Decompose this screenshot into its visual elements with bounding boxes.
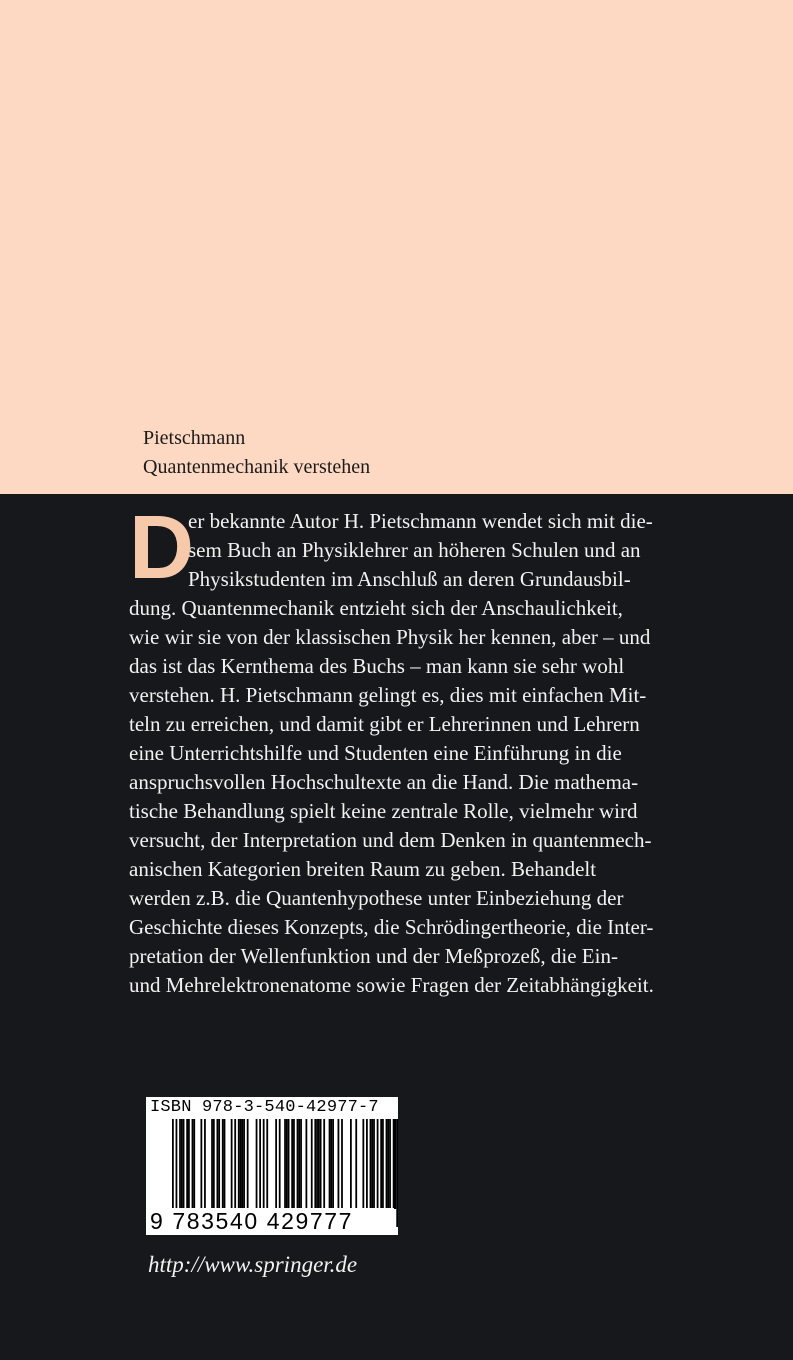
barcode-bar xyxy=(293,1119,295,1209)
title-block xyxy=(143,424,370,482)
barcode-bar xyxy=(238,1119,240,1209)
blurb-line: wie wir sie von der klassischen Physik her kennen, aber – und xyxy=(129,625,651,649)
barcode-bar xyxy=(218,1119,220,1209)
blurb-line: dung. Quantenmechanik entzieht sich der Anschaulichkeit, xyxy=(129,596,623,620)
barcode-bar xyxy=(200,1119,202,1209)
barcode-bar xyxy=(217,1119,219,1209)
blurb-line: Geschichte dieses Konzepts, die Schrödingertheorie, die Inter- xyxy=(129,915,654,939)
barcode-bar xyxy=(213,1119,215,1209)
blurb-line: versucht, der Interpretation und dem Denken in quantenmech- xyxy=(129,828,652,852)
barcode-bar xyxy=(192,1119,194,1209)
blurb-line: anspruchsvollen Hochschultexte an die Hand. Die mathema- xyxy=(129,770,639,794)
barcode-bar xyxy=(306,1119,308,1209)
barcode-bar xyxy=(298,1119,300,1209)
blurb-line: sem Buch an Physiklehrer an höheren Schulen und an xyxy=(188,538,641,562)
barcode-bar xyxy=(316,1119,318,1209)
blurb-line: tische Behandlung spielt keine zentrale Rolle, vielmehr wird xyxy=(129,799,638,823)
barcode-bar xyxy=(314,1119,316,1209)
barcode-bar xyxy=(179,1119,181,1209)
barcode-bar xyxy=(181,1119,183,1209)
blurb-line: pretation der Wellenfunktion und der Meßprozeß, die Ein- xyxy=(129,944,618,968)
barcode-bar xyxy=(224,1119,226,1209)
barcode-bar xyxy=(341,1119,343,1209)
blurb-line: er bekannte Autor H. Pietschmann wendet sich mit die- xyxy=(188,509,653,533)
barcode-bar xyxy=(377,1119,379,1209)
barcode-bar xyxy=(370,1119,372,1209)
barcode-bar xyxy=(323,1119,325,1209)
barcode-bar xyxy=(291,1119,293,1209)
barcode-bar xyxy=(275,1119,277,1209)
barcode-bar xyxy=(380,1119,382,1209)
blurb-line: teln zu erreichen, und damit gibt er Lehrerinnen und Lehrern xyxy=(129,712,640,736)
barcode-bar xyxy=(366,1119,368,1209)
barcode-bar xyxy=(211,1119,213,1209)
barcode-bar xyxy=(330,1119,332,1209)
barcode-bar xyxy=(241,1119,243,1209)
blurb-line: anischen Kategorien breiten Raum zu geben. Behandelt xyxy=(129,857,597,881)
publisher-url: http://www.springer.de xyxy=(148,1252,358,1277)
barcode-bar xyxy=(300,1119,302,1209)
barcode-bar xyxy=(332,1119,334,1209)
barcode-bar xyxy=(186,1119,188,1209)
blurb-line: eine Unterrichtshilfe und Studenten eine Einführung in die xyxy=(129,741,622,765)
barcode-bar xyxy=(389,1119,391,1209)
barcode-bar xyxy=(284,1119,286,1209)
barcode-bar xyxy=(371,1119,373,1209)
barcode-bar xyxy=(387,1119,389,1209)
barcode-bar xyxy=(286,1119,288,1209)
barcode-bar xyxy=(243,1119,245,1209)
blurb-line: werden z.B. die Quantenhypothese unter Einbeziehung der xyxy=(129,886,624,910)
isbn-label: ISBN 978-3-540-42977-7 xyxy=(150,1098,379,1117)
barcode-bar xyxy=(395,1119,397,1209)
barcode-bar xyxy=(373,1119,375,1209)
barcode-bar xyxy=(355,1119,357,1209)
barcode-bar xyxy=(350,1119,352,1209)
blurb-line: das ist das Kernthema des Buchs – man kann sie sehr wohl xyxy=(129,654,625,678)
drop-cap: D xyxy=(129,498,194,598)
barcode-bar xyxy=(234,1119,236,1209)
barcode-bar xyxy=(338,1119,340,1209)
barcode-bar xyxy=(263,1119,265,1209)
barcode-bar xyxy=(188,1119,190,1209)
barcode-bar xyxy=(204,1119,206,1209)
barcode-bar xyxy=(266,1119,268,1209)
barcode-bar xyxy=(362,1119,364,1209)
barcode-bar xyxy=(279,1119,281,1209)
barcode-bar xyxy=(193,1119,195,1209)
barcode-bar xyxy=(393,1119,395,1209)
barcode-bar xyxy=(240,1119,242,1209)
blurb-text xyxy=(129,498,769,1000)
barcode-bar xyxy=(247,1119,249,1209)
blurb-line: und Mehrelektronenatome sowie Fragen der Zeitabhängigkeit. xyxy=(129,973,654,997)
barcode-bar xyxy=(382,1119,384,1209)
isbn-barcode xyxy=(146,1097,398,1235)
ean-digits: 9 783540 429777 xyxy=(150,1208,394,1234)
barcode-bar xyxy=(318,1119,320,1209)
barcode-bar xyxy=(231,1119,233,1209)
barcode-bar xyxy=(297,1119,299,1209)
barcode-bar xyxy=(183,1119,185,1209)
barcode-bar xyxy=(386,1119,388,1209)
blurb-line: Physikstudenten im Anschluß an deren Grundausbil- xyxy=(188,567,631,591)
barcode-bar xyxy=(329,1119,331,1209)
barcode-bar xyxy=(222,1119,224,1209)
barcode-bar xyxy=(311,1119,313,1209)
blurb-line: verstehen. H. Pietschmann gelingt es, dies mit einfachen Mit- xyxy=(129,683,647,707)
barcode-bar xyxy=(320,1119,322,1209)
barcode-bar xyxy=(288,1119,290,1209)
barcode-bar xyxy=(396,1119,398,1227)
author-name: Pietschmann xyxy=(143,427,246,449)
book-title: Quantenmechanik verstehen xyxy=(143,456,371,478)
cover-top-panel xyxy=(0,0,793,494)
